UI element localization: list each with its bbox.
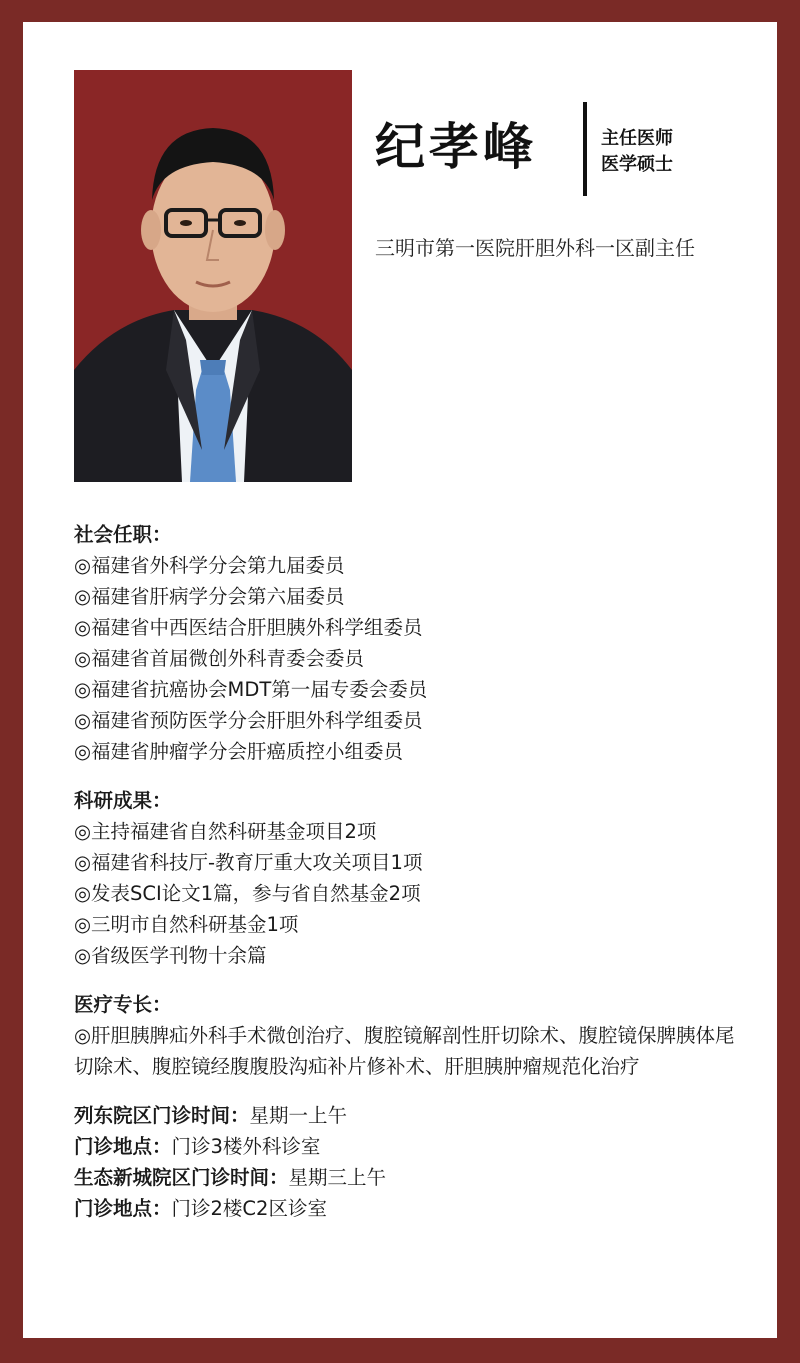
- social-item: ◎ 福建省抗癌协会MDT第一届专委会委员: [74, 674, 744, 705]
- clinic-label: 门诊地点：: [74, 1135, 172, 1158]
- name-divider: [583, 102, 587, 196]
- doctor-name: 纪孝峰: [375, 117, 537, 176]
- social-item: ◎ 福建省肿瘤学分会肝癌质控小组委员: [74, 736, 744, 767]
- profile-card: [23, 22, 777, 1338]
- clinic-row: [74, 1193, 744, 1224]
- social-heading: 社会任职：: [74, 523, 172, 546]
- research-heading: 科研成果：: [74, 789, 172, 812]
- clinic-row: [74, 1131, 744, 1162]
- social-item: ◎ 福建省肝病学分会第六届委员: [74, 581, 744, 612]
- specialty-section: [74, 989, 744, 1082]
- clinic-value: 门诊3楼外科诊室: [171, 1135, 321, 1158]
- profile-content: [74, 519, 744, 1224]
- specialty-heading: 医疗专长：: [74, 993, 172, 1016]
- clinic-value: 星期一上午: [249, 1104, 348, 1127]
- clinic-value: 星期三上午: [288, 1166, 387, 1189]
- title-line-1: 主任医师: [601, 128, 673, 149]
- clinic-label: 列东院区门诊时间：: [74, 1104, 250, 1127]
- research-item: ◎ 发表SCI论文1篇，参与省自然基金2项: [74, 878, 744, 909]
- doctor-titles: [601, 126, 673, 178]
- clinic-label: 门诊地点：: [74, 1197, 172, 1220]
- clinic-label: 生态新城院区门诊时间：: [74, 1166, 289, 1189]
- clinic-section: [74, 1100, 744, 1224]
- clinic-row: [74, 1162, 744, 1193]
- research-item: ◎ 福建省科技厅-教育厅重大攻关项目1项: [74, 847, 744, 878]
- clinic-row: [74, 1100, 744, 1131]
- research-item: ◎ 三明市自然科研基金1项: [74, 909, 744, 940]
- specialty-text: ◎ 肝胆胰脾疝外科手术微创治疗、腹腔镜解剖性肝切除术、腹腔镜保脾胰体尾切除术、腹腔镜经腹腹股沟疝补片修补术、肝胆胰肿瘤规范化治疗: [74, 1020, 744, 1082]
- social-item: ◎ 福建省预防医学分会肝胆外科学组委员: [74, 705, 744, 736]
- social-section: [74, 519, 744, 767]
- social-item: ◎ 福建省首届微创外科青委会委员: [74, 643, 744, 674]
- research-item: ◎ 主持福建省自然科研基金项目2项: [74, 816, 744, 847]
- title-line-2: 医学硕士: [601, 154, 673, 175]
- research-section: [74, 785, 744, 971]
- social-item: ◎ 福建省外科学分会第九届委员: [74, 550, 744, 581]
- research-item: ◎ 省级医学刊物十余篇: [74, 940, 744, 971]
- portrait-illustration: [74, 70, 352, 482]
- doctor-photo: [74, 70, 352, 482]
- doctor-position: 三明市第一医院肝胆外科一区副主任: [375, 236, 695, 260]
- social-item: ◎ 福建省中西医结合肝胆胰外科学组委员: [74, 612, 744, 643]
- clinic-value: 门诊2楼C2区诊室: [171, 1197, 327, 1220]
